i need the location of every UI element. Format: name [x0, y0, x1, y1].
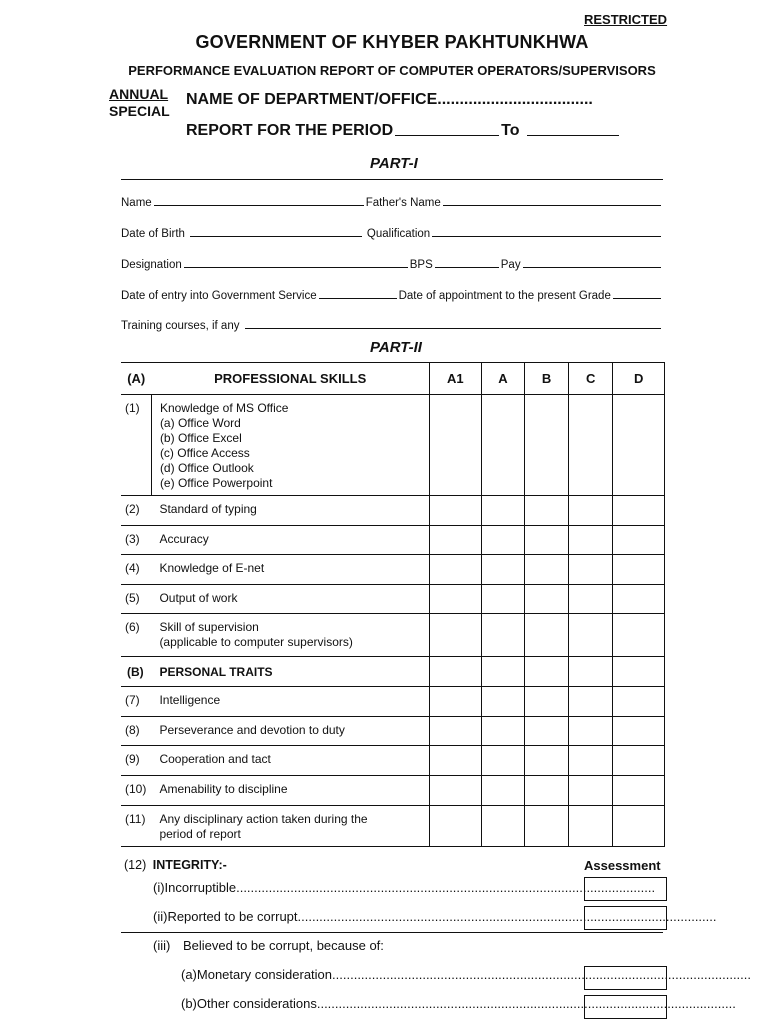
- special-label: SPECIAL: [109, 103, 170, 119]
- dob-label: Date of Birth: [121, 228, 185, 240]
- row-text: Accuracy: [151, 526, 429, 555]
- sub-item-text: Other considerations: [196, 996, 317, 1011]
- grade-cell[interactable]: [568, 746, 613, 776]
- integrity-title: INTEGRITY:-: [152, 858, 227, 872]
- name-label: Name: [121, 197, 152, 209]
- grade-header-a: A: [481, 363, 525, 395]
- disciplinary-line: Any disciplinary action taken during the: [159, 812, 368, 826]
- table-row: [121, 395, 665, 496]
- table-row: [121, 687, 665, 717]
- ms-office-item: (c) Office Access: [159, 446, 250, 460]
- table-row: [121, 555, 665, 585]
- grade-cell[interactable]: [525, 614, 569, 657]
- grade-cell[interactable]: [613, 555, 665, 585]
- grade-cell[interactable]: [481, 746, 525, 776]
- bps-label: BPS: [409, 259, 433, 271]
- grade-cell[interactable]: [525, 526, 569, 555]
- report-period-row: [186, 122, 621, 140]
- grade-cell[interactable]: [613, 717, 665, 746]
- fathers-name-label: Father's Name: [365, 197, 441, 209]
- row-number: (10): [121, 776, 151, 806]
- assessment-label: Assessment: [584, 858, 661, 873]
- grade-cell[interactable]: [613, 585, 665, 614]
- grade-cell[interactable]: [525, 687, 569, 717]
- item-number: (i): [153, 880, 165, 895]
- ms-office-item: (d) Office Outlook: [159, 461, 254, 475]
- grade-cell[interactable]: [481, 526, 525, 555]
- grade-cell[interactable]: [613, 806, 665, 847]
- qualification-field[interactable]: [432, 236, 661, 237]
- section-a-code: (A): [121, 363, 151, 395]
- grade-cell[interactable]: [525, 555, 569, 585]
- grade-cell[interactable]: [525, 776, 569, 806]
- grade-cell[interactable]: [568, 395, 613, 496]
- integrity-heading: [124, 858, 227, 872]
- appointment-date-field[interactable]: [613, 298, 661, 299]
- row-number: (5): [121, 585, 151, 614]
- grade-cell[interactable]: [429, 687, 481, 717]
- grade-cell[interactable]: [525, 657, 569, 687]
- training-label: Training courses, if any: [121, 320, 240, 332]
- grade-cell[interactable]: [481, 806, 525, 847]
- grade-cell[interactable]: [481, 496, 525, 526]
- grade-cell[interactable]: [429, 746, 481, 776]
- grade-cell[interactable]: [568, 555, 613, 585]
- grade-cell[interactable]: [429, 614, 481, 657]
- ms-office-item: (a) Office Word: [159, 416, 241, 430]
- item-text: Reported to be corrupt: [167, 909, 298, 924]
- government-title: GOVERNMENT OF KHYBER PAKHTUNKHWA: [195, 32, 589, 52]
- item-number: (ii): [153, 909, 168, 924]
- skills-table: [121, 362, 665, 847]
- row-number: (1): [121, 395, 151, 496]
- grade-cell[interactable]: [613, 746, 665, 776]
- grade-cell[interactable]: [568, 717, 613, 746]
- department-field[interactable]: NAME OF DEPARTMENT/OFFICE...................................: [186, 91, 593, 108]
- dot-leader: ....................................................................................................................: [332, 967, 752, 982]
- designation-field[interactable]: [184, 267, 408, 268]
- row-text: [151, 806, 429, 847]
- grade-header-a1: A1: [429, 363, 481, 395]
- grade-cell[interactable]: [568, 526, 613, 555]
- period-label: REPORT FOR THE PERIOD: [186, 122, 394, 139]
- dot-leader: ....................................................................................................................: [236, 880, 656, 895]
- row-number: (3): [121, 526, 151, 555]
- row-number: (6): [121, 614, 151, 657]
- dot-leader: ....................................................................................................................: [316, 996, 736, 1011]
- table-row: [121, 806, 665, 847]
- item-number: (iii): [153, 938, 171, 953]
- service-row: [121, 290, 663, 302]
- grade-cell[interactable]: [481, 657, 525, 687]
- bps-field[interactable]: [435, 267, 499, 268]
- grade-cell[interactable]: [481, 687, 525, 717]
- row-text: Cooperation and tact: [151, 746, 429, 776]
- integrity-item: [153, 909, 717, 924]
- grade-cell[interactable]: [568, 806, 613, 847]
- item-text: Incorruptible: [164, 880, 237, 895]
- designation-label: Designation: [121, 259, 182, 271]
- table-row: [121, 614, 665, 657]
- supervision-line: Skill of supervision: [159, 620, 259, 634]
- pay-label: Pay: [500, 259, 521, 271]
- grade-header-d: D: [613, 363, 665, 395]
- row-number: (9): [121, 746, 151, 776]
- row-number: (11): [121, 806, 151, 847]
- grade-cell[interactable]: [568, 496, 613, 526]
- grade-cell[interactable]: [525, 717, 569, 746]
- row-number: (8): [121, 717, 151, 746]
- integrity-item: [153, 880, 656, 895]
- period-to-label: To: [501, 122, 520, 139]
- row-number: (2): [121, 496, 151, 526]
- row-text: Output of work: [151, 585, 429, 614]
- row-text: [151, 614, 429, 657]
- integrity-sub-item: [181, 996, 736, 1011]
- section-a-title: PROFESSIONAL SKILLS: [151, 363, 429, 395]
- table-row: [121, 717, 665, 746]
- part2-title: PART-II: [370, 339, 422, 356]
- believed-corrupt-row: [153, 938, 384, 953]
- dob-row: [121, 228, 663, 240]
- grade-cell[interactable]: [525, 496, 569, 526]
- grade-cell[interactable]: [525, 585, 569, 614]
- grade-cell[interactable]: [429, 395, 481, 496]
- entry-date-field[interactable]: [319, 298, 397, 299]
- designation-row: [121, 259, 663, 271]
- grade-cell[interactable]: [525, 395, 569, 496]
- period-to-field[interactable]: [527, 135, 619, 136]
- pay-field[interactable]: [523, 267, 661, 268]
- row-number: (4): [121, 555, 151, 585]
- appointment-date-label: Date of appointment to the present Grade: [398, 290, 611, 302]
- name-field[interactable]: [154, 205, 364, 206]
- period-from-field[interactable]: [395, 135, 499, 136]
- grade-cell[interactable]: [568, 614, 613, 657]
- row-text: Intelligence: [151, 687, 429, 717]
- grade-cell[interactable]: [429, 496, 481, 526]
- grade-cell[interactable]: [525, 806, 569, 847]
- grade-cell[interactable]: [568, 687, 613, 717]
- grade-cell[interactable]: [481, 555, 525, 585]
- grade-header-c: C: [568, 363, 613, 395]
- training-row: [121, 320, 663, 332]
- grade-cell[interactable]: [613, 657, 665, 687]
- row-text: Knowledge of E-net: [151, 555, 429, 585]
- ms-office-item: (b) Office Excel: [159, 431, 242, 445]
- dot-leader: ....................................................................................................................: [297, 909, 717, 924]
- grade-cell[interactable]: [613, 614, 665, 657]
- grade-cell[interactable]: [481, 395, 525, 496]
- name-row: [121, 197, 663, 209]
- grade-cell[interactable]: [568, 657, 613, 687]
- table-header-row: [121, 363, 665, 395]
- table-row: [121, 496, 665, 526]
- training-field[interactable]: [245, 328, 661, 329]
- integrity-number: (12): [124, 858, 147, 872]
- annual-label: ANNUAL: [109, 86, 169, 102]
- supervision-line: (applicable to computer supervisors): [159, 635, 353, 649]
- entry-date-label: Date of entry into Government Service: [121, 290, 317, 302]
- table-row: [121, 746, 665, 776]
- grade-cell[interactable]: [429, 657, 481, 687]
- row-text: Perseverance and devotion to duty: [151, 717, 429, 746]
- section-b-title: PERSONAL TRAITS: [151, 657, 429, 687]
- grade-cell[interactable]: [429, 717, 481, 746]
- section-b-code: (B): [121, 657, 151, 687]
- ms-office-title: Knowledge of MS Office: [159, 401, 289, 415]
- row-number: (7): [121, 687, 151, 717]
- grade-cell[interactable]: [525, 746, 569, 776]
- divider: [121, 932, 663, 933]
- grade-cell[interactable]: [429, 555, 481, 585]
- disciplinary-line: period of report: [159, 827, 241, 841]
- grade-cell[interactable]: [429, 776, 481, 806]
- grade-cell[interactable]: [429, 585, 481, 614]
- grade-cell[interactable]: [613, 395, 665, 496]
- table-row: [121, 776, 665, 806]
- grade-cell[interactable]: [613, 776, 665, 806]
- fathers-name-field[interactable]: [443, 205, 661, 206]
- section-b-row: [121, 657, 665, 687]
- grade-cell[interactable]: [481, 717, 525, 746]
- row-text: [151, 395, 429, 496]
- grade-cell[interactable]: [481, 614, 525, 657]
- grade-cell[interactable]: [481, 776, 525, 806]
- grade-cell[interactable]: [429, 526, 481, 555]
- grade-header-b: B: [525, 363, 569, 395]
- sub-item-number: (b): [181, 996, 197, 1011]
- assessment-box-other[interactable]: [584, 995, 667, 1019]
- report-title: PERFORMANCE EVALUATION REPORT OF COMPUTER OPERATORS/SUPERVISORS: [128, 63, 656, 78]
- sub-item-text: Monetary consideration: [196, 967, 333, 982]
- sub-item-number: (a): [181, 967, 197, 982]
- part1-title: PART-I: [370, 155, 418, 172]
- grade-cell[interactable]: [613, 496, 665, 526]
- grade-cell[interactable]: [481, 585, 525, 614]
- restricted-label: RESTRICTED: [584, 12, 668, 27]
- qualification-label: Qualification: [366, 228, 431, 240]
- dob-field[interactable]: [190, 236, 362, 237]
- grade-cell[interactable]: [568, 585, 613, 614]
- row-text: Amenability to discipline: [151, 776, 429, 806]
- ms-office-item: (e) Office Powerpoint: [159, 476, 273, 490]
- grade-cell[interactable]: [613, 526, 665, 555]
- grade-cell[interactable]: [568, 776, 613, 806]
- table-row: [121, 585, 665, 614]
- row-text: Standard of typing: [151, 496, 429, 526]
- divider: [121, 179, 663, 180]
- assessment-box-monetary[interactable]: [584, 966, 667, 990]
- integrity-sub-item: [181, 967, 752, 982]
- grade-cell[interactable]: [429, 806, 481, 847]
- item-text: Believed to be corrupt, because of:: [183, 938, 384, 953]
- assessment-box-incorruptible[interactable]: [584, 877, 667, 901]
- grade-cell[interactable]: [613, 687, 665, 717]
- assessment-box-reported-corrupt[interactable]: [584, 906, 667, 930]
- table-row: [121, 526, 665, 555]
